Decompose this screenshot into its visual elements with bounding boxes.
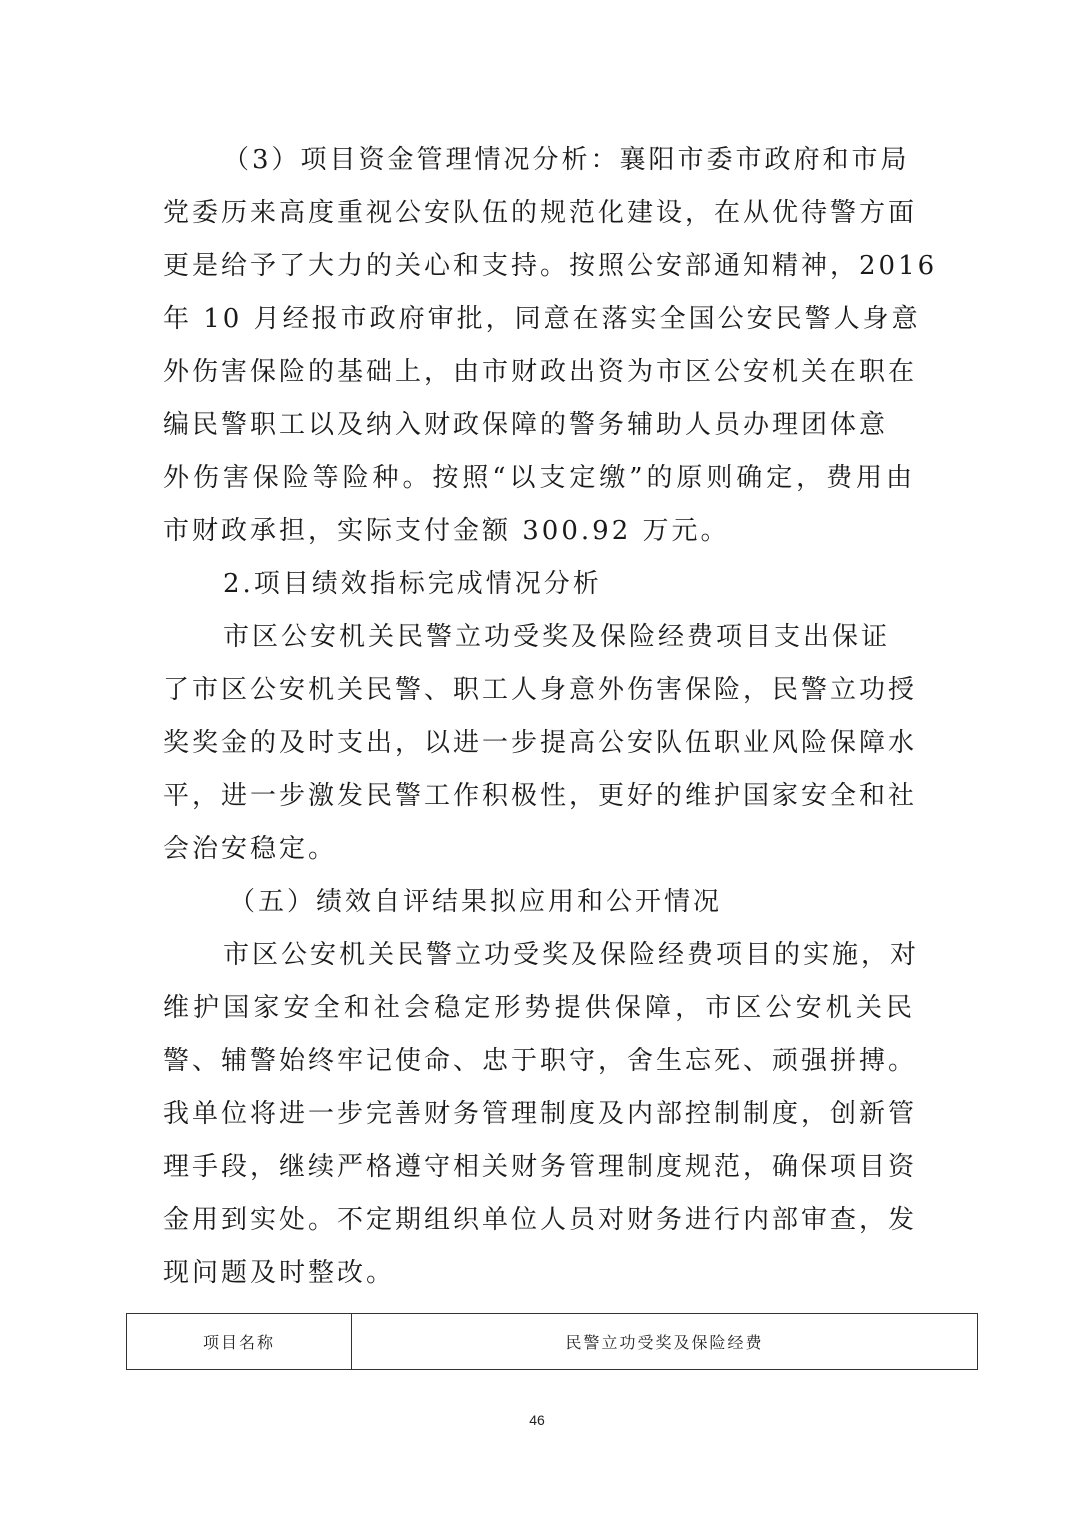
section-heading: 2.项目绩效指标完成情况分析 — [223, 569, 602, 599]
paragraph-line: 维护国家安全和社会稳定形势提供保障，市区公安机关民 — [163, 993, 915, 1023]
paragraph-line: 更是给予了大力的关心和支持。按照公安部通知精神，2016 — [163, 251, 938, 281]
paragraph-line: 金用到实处。不定期组织单位人员对财务进行内部审查，发 — [163, 1205, 918, 1235]
paragraph-line: 市区公安机关民警立功受奖及保险经费项目支出保证 — [223, 622, 891, 652]
paragraph-line: 编民警职工以及纳入财政保障的警务辅助人员办理团体意 — [163, 410, 889, 440]
paragraph-line: 党委历来高度重视公安队伍的规范化建设，在从优待警方面 — [163, 198, 918, 228]
paragraph-line: （3）项目资金管理情况分析：襄阳市委市政府和市局 — [223, 145, 910, 175]
project-info-table — [126, 1313, 978, 1370]
paragraph-line: 会治安稳定。 — [163, 834, 338, 864]
paragraph-line: 平，进一步激发民警工作积极性，更好的维护国家安全和社 — [163, 781, 918, 811]
paragraph-line: 警、辅警始终牢记使命、忠于职守，舍生忘死、顽强拼搏。 — [163, 1046, 918, 1076]
table-row — [127, 1314, 978, 1370]
paragraph-line: 年 10 月经报市政府审批，同意在落实全国公安民警人身意 — [163, 304, 921, 334]
paragraph-line: 市区公安机关民警立功受奖及保险经费项目的实施，对 — [223, 940, 920, 970]
table-value-cell: 民警立功受奖及保险经费 — [352, 1314, 978, 1370]
section-heading: （五）绩效自评结果拟应用和公开情况 — [229, 887, 723, 917]
paragraph-line: 我单位将进一步完善财务管理制度及内部控制制度，创新管 — [163, 1099, 918, 1129]
table-label-cell: 项目名称 — [127, 1314, 352, 1370]
paragraph-line: 理手段，继续严格遵守相关财务管理制度规范，确保项目资 — [163, 1152, 918, 1182]
paragraph-line: 了市区公安机关民警、职工人身意外伤害保险，民警立功授 — [163, 675, 918, 705]
paragraph-line: 外伤害保险等险种。按照“以支定缴”的原则确定，费用由 — [163, 463, 915, 493]
paragraph-line: 外伤害保险的基础上，由市财政出资为市区公安机关在职在 — [163, 357, 918, 387]
paragraph-line: 奖奖金的及时支出，以进一步提高公安队伍职业风险保障水 — [163, 728, 918, 758]
paragraph-line: 市财政承担，实际支付金额 300.92 万元。 — [163, 516, 730, 546]
paragraph-line: 现问题及时整改。 — [163, 1258, 396, 1288]
body-text — [163, 134, 938, 1300]
page-number: 46 — [529, 1412, 545, 1428]
